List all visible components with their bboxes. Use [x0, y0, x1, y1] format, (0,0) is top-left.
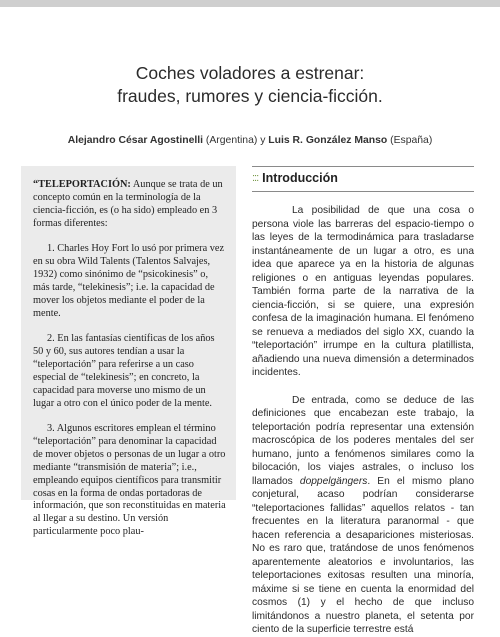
main-column	[252, 166, 474, 635]
paragraph-1: La posibilidad de que una cosa o persona viole las barreras del espacio-tiempo o las leyes de la termodinámica para trasladarse instantáneamente de un lugar a otro, es una idea que aparece ya en la historia de algunas religiones o en antiguas leyendas populares. También forma parte de la narrativa de la ciencia-ficción, si se quiere, una expresión confesa de la imaginación humana. El fenómeno se renueva a mediados del siglo XX, cuando la “teleportación” irrumpe en la cultura platillista, añadiendo una nueva dimensión a determinados incidentes.	[252, 205, 474, 378]
sidebar-content	[21, 166, 236, 539]
author-1-country: (Argentina)	[205, 135, 258, 146]
author-2-name: Luis R. González Manso	[268, 135, 388, 146]
section-heading: Introducción	[262, 171, 338, 186]
paragraph-2-emphasis: doppelgängers	[299, 475, 368, 487]
sidebar-item-3: 3. Algunos escritores emplean el término “teleportación” para denominar la capacidad de mover objetos o personas de un lugar a otro mediante “transmisión de materia”; i.e., empleando equipos científicos para transmitir cosas en la forma de ondas portadoras de información, que son reconstituidas en materia al llegar a su destino. Un versión particularmente poco plau-	[33, 423, 226, 538]
article-title	[0, 62, 500, 108]
paragraph-2-part-b: . En el mismo plano conjetural, acaso podrían considerarse “teleportaciones fallidas” aquellos relatos - tan frecuentes en la literatura paranormal - que hacen referencia a desapariciones misteriosas. No es raro que, tratándose de unos fenómenos aparentemente aleatorios e involuntarios, las teleportaciones exitosas resulten una minoría, máxime si se tiene en cuenta la enormidad del cosmos (1) y el hecho de que incluso limitándonos a nuestro planeta, el setenta por ciento de la superficie terrestre está	[252, 475, 474, 635]
author-line	[0, 135, 500, 146]
definition-sidebar	[21, 166, 236, 538]
sidebar-item-1: 1. Charles Hoy Fort lo usó por primera vez en su obra Wild Talents (Talentos Salvajes, 1932) como sinónimo de “psicokinesis” o, más tarde, “telekinesis”; i.e. la capacidad de mover los objetos mediante el poder de la mente.	[33, 243, 225, 319]
sidebar-item-2: 2. En las fantasías científicas de los años 50 y 60, sus autores tendían a usar la “teleportación” para referirse a un caso especial de “telekinesis”; en concreto, la capacidad para moverse uno mismo de un lugar a otro con el único poder de la mente.	[33, 333, 215, 409]
top-bar	[0, 0, 500, 7]
author-2-country: (España)	[390, 135, 433, 146]
paragraph-2-part-a: De entrada, como se deduce de las definiciones que encabezan este trabajo, la teleportación podría representar una extensión macroscópica de los poderes mentales del ser humano, junto a fenómenos similares como la bilocación, los viajes astrales, o incluso los llamados	[252, 394, 474, 487]
title-line-1: Coches voladores a estrenar:	[135, 63, 365, 83]
title-line-2: fraudes, rumores y ciencia-ficción.	[117, 86, 383, 106]
section-header	[252, 166, 474, 192]
sidebar-lead-text: Aunque se trata de un concepto común en la terminología de la ciencia-ficción, es (o ha sido) empleado en 3 formas diferentes:	[33, 179, 223, 229]
section-marker: :::	[252, 172, 259, 185]
author-conjunction: y	[260, 135, 266, 146]
author-1-name: Alejandro César Agostinelli	[67, 135, 204, 146]
sidebar-lead	[33, 179, 226, 231]
paragraph-2	[252, 394, 474, 637]
sidebar-lead-heading: “TELEPORTACIÓN:	[33, 179, 131, 190]
